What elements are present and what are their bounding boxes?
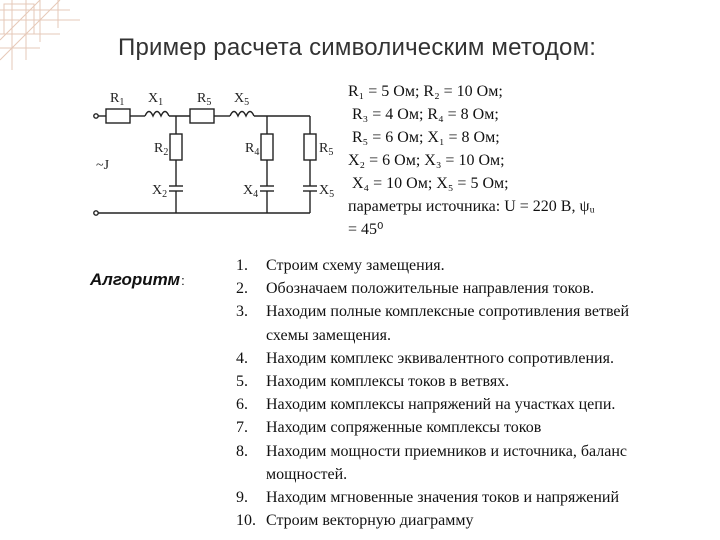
label-source: ~J bbox=[96, 158, 110, 173]
list-item: 4. Находим комплекс эквивалентного сопротивления. bbox=[236, 349, 614, 367]
list-item: 1. Строим схему замещения. bbox=[236, 257, 445, 274]
resistor-r5 bbox=[304, 134, 316, 160]
label-r2: $R_2$ bbox=[154, 141, 169, 158]
label-x5: $X_5$ bbox=[319, 183, 335, 200]
list-item: 2. Обозначаем положительные направления токов. bbox=[236, 280, 595, 298]
list-item: 9. Находим мгновенные значения токов и напряжений bbox=[236, 489, 620, 507]
inductor-x1 bbox=[145, 112, 169, 117]
resistor-r1 bbox=[106, 109, 130, 123]
corner-decoration bbox=[0, 0, 90, 80]
source-terminal-bottom bbox=[94, 211, 98, 215]
list-item: 3. Находим полные комплексные сопротивления ветвей bbox=[236, 303, 630, 321]
circuit-diagram bbox=[90, 76, 340, 226]
list-item: 6. Находим комплексы напряжений на участках цепи. bbox=[236, 396, 616, 414]
page-title: Пример расчета символическим методом: bbox=[118, 34, 597, 61]
resistor-r4 bbox=[261, 134, 273, 160]
param-line: R₁ = 5 Ом; R₂ = 10 Ом; bbox=[348, 83, 503, 100]
inductor-x-top2 bbox=[230, 112, 254, 117]
param-line: R₃ = 4 Ом; R₄ = 8 Ом; bbox=[352, 106, 499, 123]
label-r5: $R_5$ bbox=[319, 141, 334, 158]
list-item: мощностей. bbox=[266, 465, 348, 483]
algorithm-label bbox=[90, 270, 185, 290]
list-item: схемы замещения. bbox=[266, 326, 392, 344]
label-x1: $X_1$ bbox=[148, 91, 164, 108]
circuit-parameters bbox=[348, 80, 595, 241]
source-terminal-top bbox=[94, 114, 98, 118]
param-line: R₅ = 6 Ом; X₁ = 8 Ом; bbox=[352, 129, 500, 146]
param-line: X₂ = 6 Ом; X₃ = 10 Ом; bbox=[348, 152, 505, 169]
param-line: = 45⁰ bbox=[348, 221, 384, 238]
list-item: 7. Находим сопряженные комплексы токов bbox=[236, 419, 542, 437]
label-r1: $R_1$ bbox=[110, 91, 125, 108]
param-line: X₄ = 10 Ом; X₅ = 5 Ом; bbox=[352, 175, 509, 192]
list-item: 10. Строим векторную диаграмму bbox=[236, 512, 474, 530]
label-x2: $X_2$ bbox=[152, 183, 168, 200]
resistor-r2 bbox=[170, 134, 182, 160]
label-x4: $X_4$ bbox=[243, 183, 259, 200]
list-item: 8. Находим мощности приемников и источника, баланс bbox=[236, 442, 627, 460]
param-line: параметры источника: U = 220 В, ψᵤ bbox=[348, 198, 595, 215]
list-item: 5. Находим комплексы токов в ветвях. bbox=[236, 373, 510, 391]
label-x-top2: $X_5$ bbox=[234, 91, 250, 108]
algorithm-label-colon: : bbox=[181, 273, 185, 288]
label-r-top2: $R_5$ bbox=[197, 91, 212, 108]
label-r4: $R_4$ bbox=[245, 141, 260, 158]
algorithm-steps bbox=[236, 254, 720, 532]
resistor-r-top2 bbox=[190, 109, 214, 123]
algorithm-label-text: Алгоритм bbox=[90, 270, 181, 289]
